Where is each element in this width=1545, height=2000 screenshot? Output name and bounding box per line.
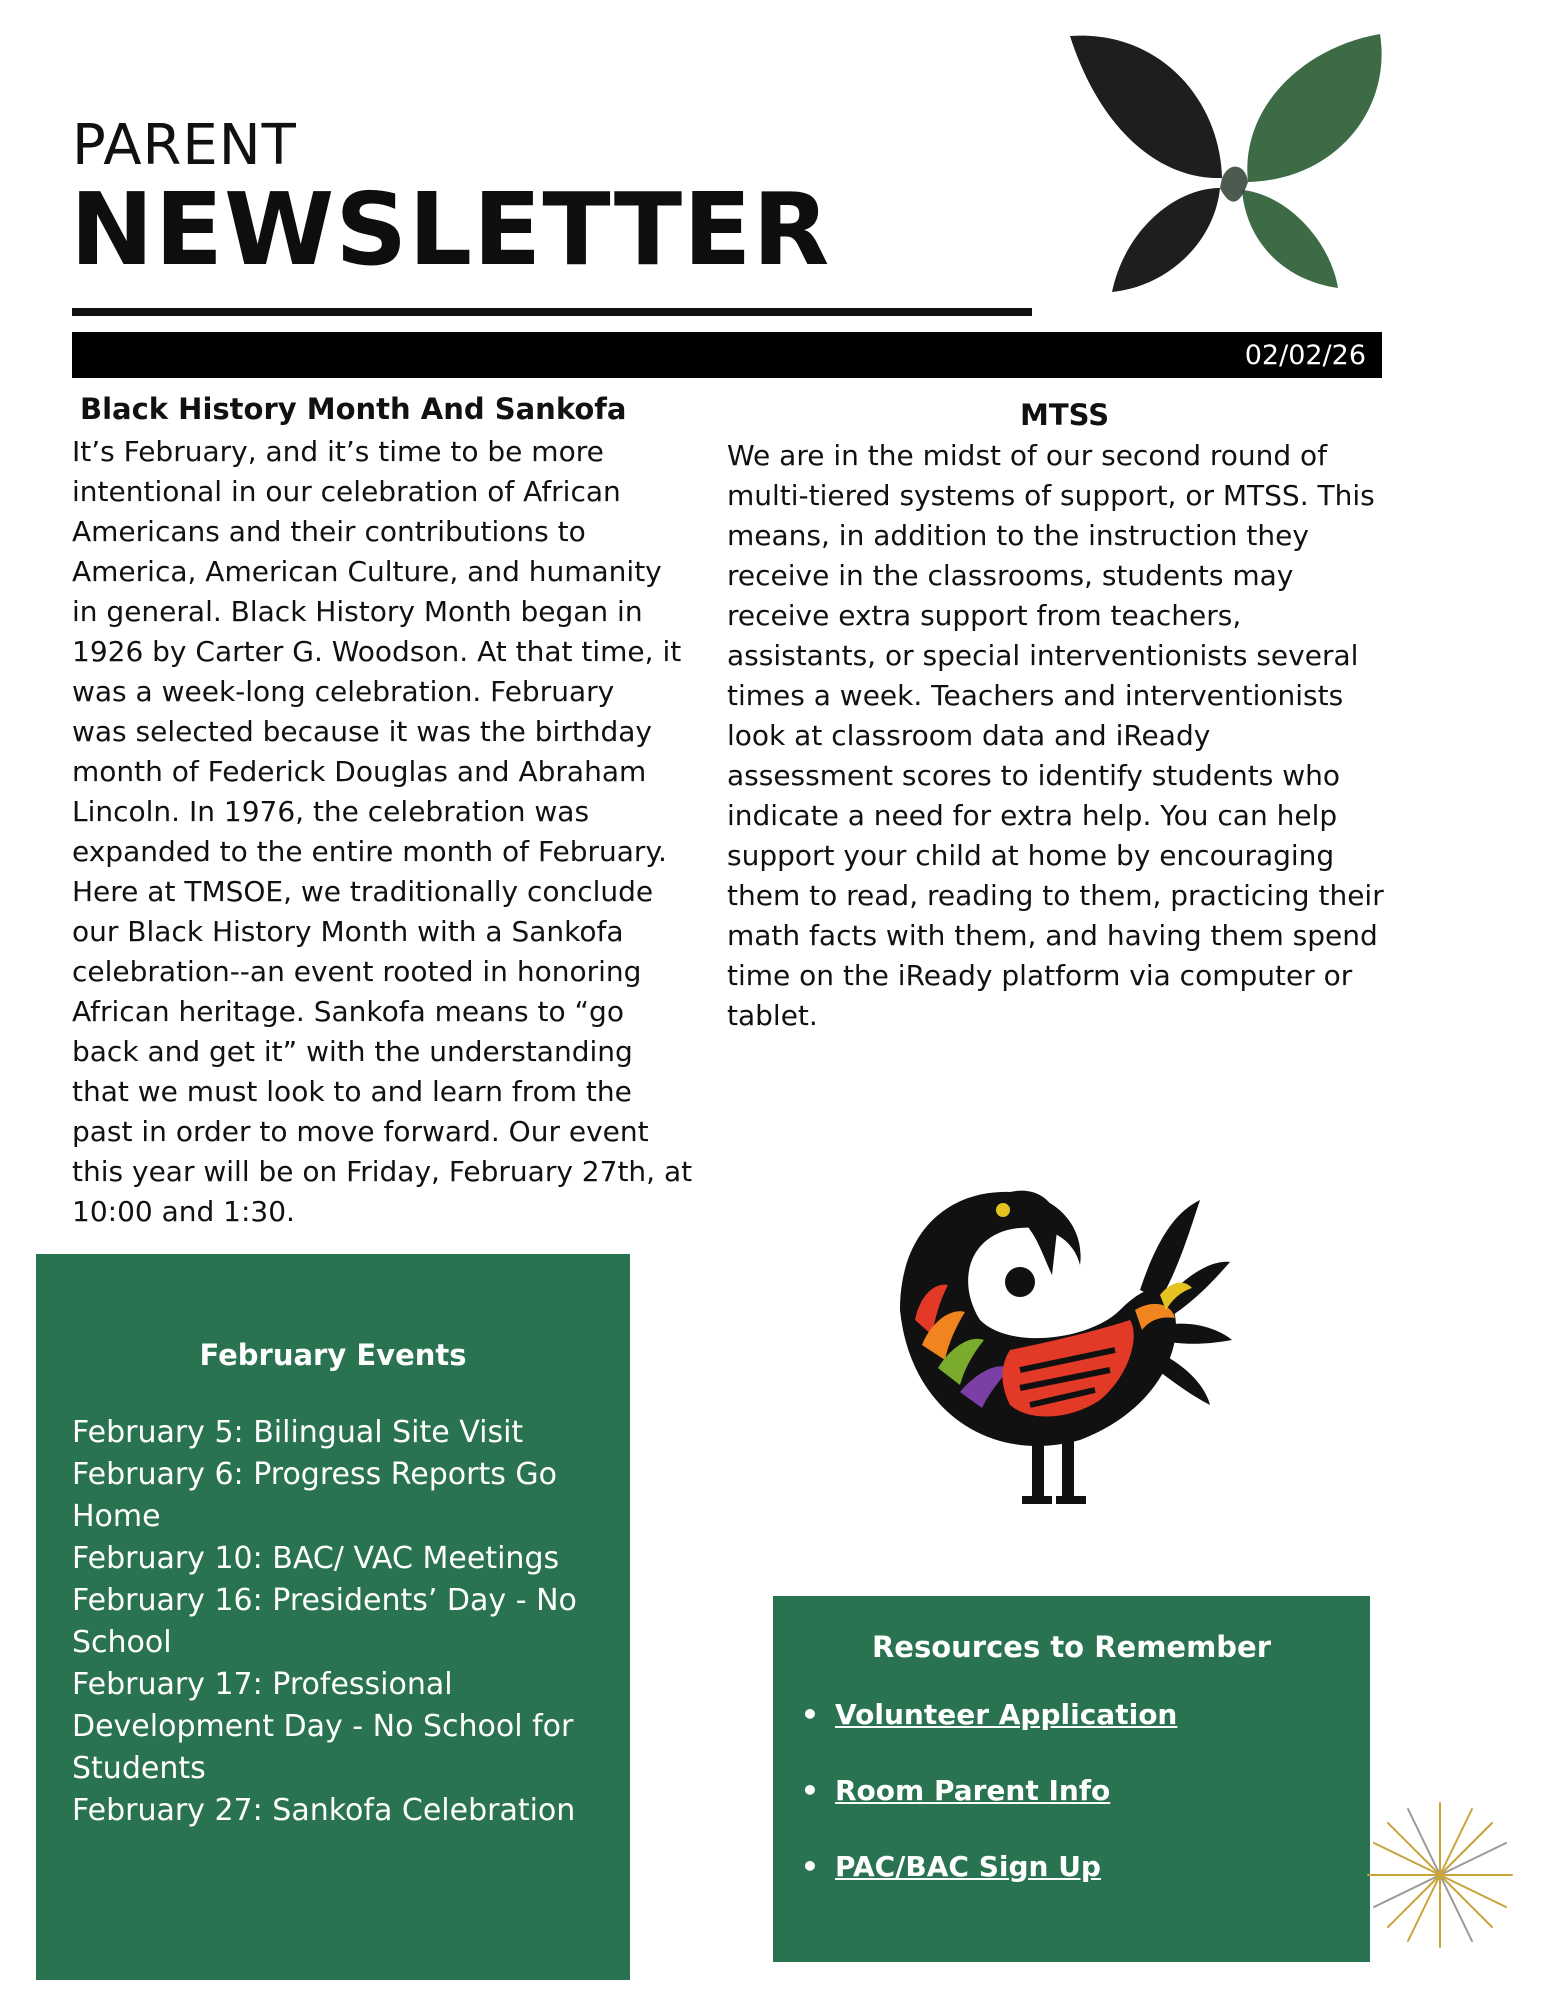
paragraph-line: was a week-long celebration. February — [72, 675, 615, 708]
paragraph-line: Americans and their contributions to — [72, 515, 586, 548]
event-line: School — [72, 1625, 172, 1660]
mtss-body — [727, 436, 1407, 1036]
events-heading: February Events — [199, 1338, 467, 1372]
paragraph-line: assistants, or special interventionists several — [727, 639, 1359, 672]
paragraph-line: month of Federick Douglas and Abraham — [72, 755, 647, 788]
paragraph-line: back and get it” with the understanding — [72, 1035, 633, 1068]
title-underline — [72, 308, 1032, 316]
newsletter-title: NEWSLETTER — [70, 171, 831, 288]
black-history-heading: Black History Month And Sankofa — [80, 392, 627, 426]
paragraph-line: math facts with them, and having them spend — [727, 919, 1378, 952]
paragraph-line: celebration--an event rooted in honoring — [72, 955, 642, 988]
list-item — [801, 1774, 1177, 1850]
event-line: February 17: Professional — [72, 1667, 453, 1702]
event-line: February 6: Progress Reports Go — [72, 1457, 557, 1492]
mtss-heading: MTSS — [1020, 398, 1110, 432]
paragraph-line: past in order to move forward. Our event — [72, 1115, 649, 1148]
paragraph-line: 10:00 and 1:30. — [72, 1195, 295, 1228]
event-line: Home — [72, 1499, 161, 1534]
paragraph-line: Lincoln. In 1976, the celebration was — [72, 795, 590, 828]
paragraph-line: indicate a need for extra help. You can help — [727, 799, 1338, 832]
paragraph-line: support your child at home by encouraging — [727, 839, 1335, 872]
event-line: Students — [72, 1751, 206, 1786]
volunteer-application-link[interactable]: Volunteer Application — [835, 1698, 1178, 1731]
list-item — [801, 1850, 1177, 1926]
events-list — [72, 1412, 612, 1832]
paragraph-line: look at classroom data and iReady — [727, 719, 1211, 752]
list-item — [801, 1698, 1177, 1774]
event-line: February 27: Sankofa Celebration — [72, 1793, 576, 1828]
paragraph-line: tablet. — [727, 999, 818, 1032]
paragraph-line: intentional in our celebration of African — [72, 475, 621, 508]
issue-date: 02/02/26 — [1244, 340, 1366, 371]
event-line: Development Day - No School for — [72, 1709, 574, 1744]
paragraph-line: this year will be on Friday, February 27th, at — [72, 1155, 693, 1188]
paragraph-line: We are in the midst of our second round of — [727, 439, 1328, 472]
paragraph-line: It’s February, and it’s time to be more — [72, 435, 604, 468]
paragraph-line: receive in the classrooms, students may — [727, 559, 1294, 592]
paragraph-line: expanded to the entire month of February. — [72, 835, 667, 868]
event-line: February 5: Bilingual Site Visit — [72, 1415, 524, 1450]
firework-burst-icon — [1360, 1795, 1520, 1955]
paragraph-line: that we must look to and learn from the — [72, 1075, 632, 1108]
paragraph-line: multi-tiered systems of support, or MTSS. This — [727, 479, 1375, 512]
paragraph-line: African heritage. Sankofa means to “go — [72, 995, 624, 1028]
paragraph-line: was selected because it was the birthday — [72, 715, 653, 748]
paragraph-line: our Black History Month with a Sankofa — [72, 915, 624, 948]
paragraph-line: in general. Black History Month began in — [72, 595, 643, 628]
event-line: February 10: BAC/ VAC Meetings — [72, 1541, 560, 1576]
paragraph-line: Here at TMSOE, we traditionally conclude — [72, 875, 654, 908]
resources-heading: Resources to Remember — [871, 1630, 1272, 1664]
event-line: February 16: Presidents’ Day - No — [72, 1583, 577, 1618]
resources-list — [801, 1698, 1177, 1926]
paragraph-line: them to read, reading to them, practicing their — [727, 879, 1384, 912]
paragraph-line: means, in addition to the instruction they — [727, 519, 1309, 552]
paragraph-line: time on the iReady platform via computer or — [727, 959, 1353, 992]
paragraph-line: receive extra support from teachers, — [727, 599, 1242, 632]
paragraph-line: times a week. Teachers and interventionists — [727, 679, 1344, 712]
date-bar — [72, 332, 1382, 378]
newsletter-kicker: PARENT — [72, 113, 297, 178]
sankofa-bird-icon — [860, 1170, 1240, 1520]
room-parent-info-link[interactable]: Room Parent Info — [835, 1774, 1111, 1807]
paragraph-line: America, American Culture, and humanity — [72, 555, 662, 588]
black-history-body — [72, 432, 697, 1232]
february-events-panel — [36, 1254, 630, 1980]
paragraph-line: assessment scores to identify students who — [727, 759, 1341, 792]
paragraph-line: 1926 by Carter G. Woodson. At that time, it — [72, 635, 682, 668]
resources-panel — [773, 1596, 1370, 1962]
pac-bac-signup-link[interactable]: PAC/BAC Sign Up — [835, 1850, 1101, 1883]
butterfly-logo-icon — [1070, 30, 1400, 300]
